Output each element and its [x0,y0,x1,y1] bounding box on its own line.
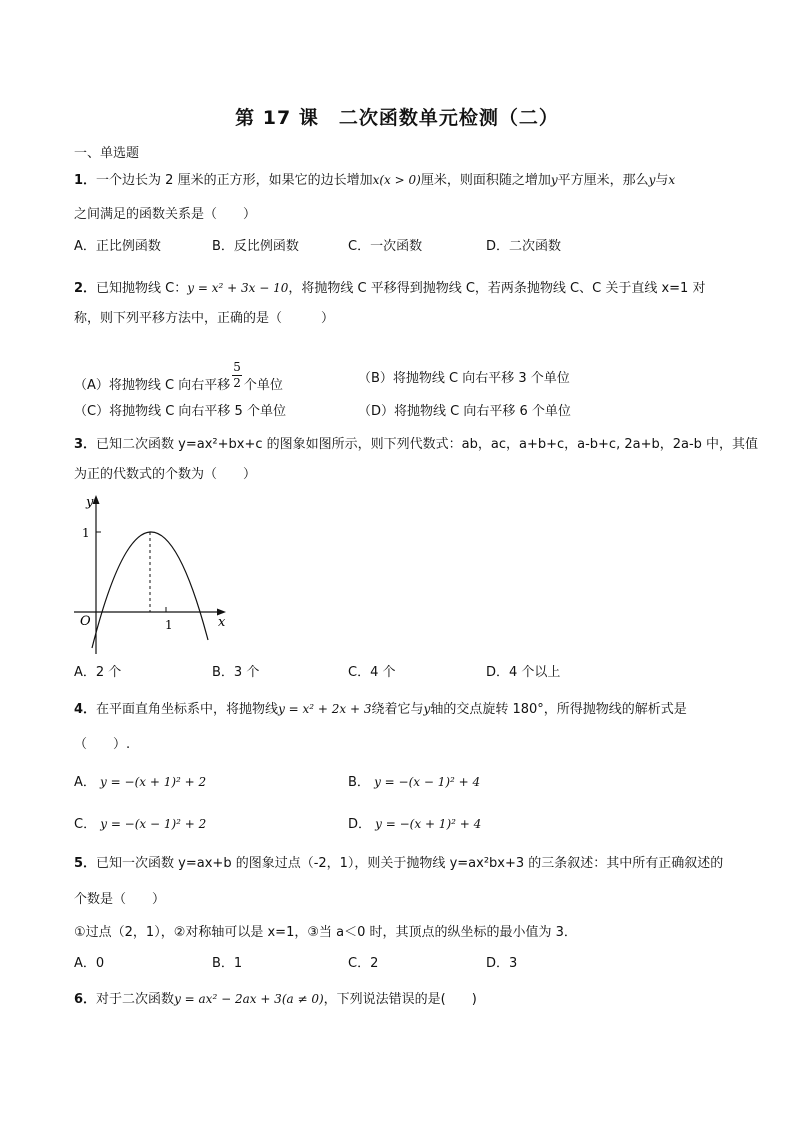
origin-label: O [80,614,91,629]
question-2-option-d: （D）将抛物线 C 向右平移 6 个单位 [358,404,571,419]
fraction-numerator: 5 [233,360,241,374]
question-number: 3． [74,437,97,452]
option-c: C．一次函数 [348,239,423,254]
math-expression: x(x > 0) [372,173,421,187]
math-formula: y = x² + 3x − 10 [187,281,289,295]
question-text: 已知二次函数 y=ax²+bx+c 的图象如图所示，则下列代数式：ab，ac，a+b+c，a-b+c, 2a+b，2a-b 中，其值 [96,437,759,452]
question-number: 4． [74,702,97,717]
question-text: 与 [655,173,669,188]
question-5-options [74,955,714,973]
math-variable: y [648,173,656,187]
math-variable: x [668,173,676,187]
parabola-curve [92,532,208,648]
option-a: A．2 个 [74,665,122,680]
question-text: 已知抛物线 C： [96,281,188,296]
parabola-graph [68,492,238,662]
y-tick-label: 1 [82,526,90,540]
option-b: B．3 个 [212,665,260,680]
page-title: 第 17 课 二次函数单元检测（二） [235,107,559,129]
option-b: B．1 [212,956,243,971]
question-number: 2． [74,281,97,296]
option-label: A． [74,775,96,790]
option-label: D． [348,817,372,832]
question-4-line-2: （ ）. [74,737,131,752]
option-a: A．0 [74,956,105,971]
option-formula: y = −(x − 1)² + 4 [374,775,481,789]
question-2-line-1 [74,279,705,298]
question-3-line-1 [74,436,758,454]
option-label: B． [348,775,370,790]
option-d: D．3 [486,956,518,971]
question-text: 厘米，则面积随之增加 [420,173,551,188]
question-3-line-2: 为正的代数式的个数为（ ） [74,467,257,482]
question-4-option-c [74,815,206,834]
option-formula: y = −(x + 1)² + 4 [375,817,482,831]
question-5-line-1 [74,855,723,873]
question-text: 对于二次函数 [96,992,175,1007]
question-5-line-3: ①过点（2，1），②对称轴可以是 x=1，③当 a＜0 时，其顶点的纵坐标的最小值为 3． [74,925,577,940]
question-text: 平方厘米，那么 [557,173,649,188]
math-formula: y = ax² − 2ax + 3(a ≠ 0) [174,992,324,1006]
question-text: 轴的交点旋转 180°，所得抛物线的解析式是 [430,702,687,717]
question-number: 5． [74,856,97,871]
question-1-line-2: 之间满足的函数关系是（ ） [74,207,257,222]
question-1-options [74,238,714,256]
option-c: C．2 [348,956,379,971]
y-axis-arrow [93,495,100,504]
question-4-line-1 [74,700,687,719]
question-number: 6． [74,992,97,1007]
fraction [232,360,242,391]
question-4-option-a [74,773,206,792]
question-number: 1． [74,173,97,188]
question-text: 在平面直角坐标系中，将抛物线 [96,702,279,717]
question-text: ，将抛物线 C 平移得到抛物线 C，若两条抛物线 C、C 关于直线 x=1 对 [288,281,706,296]
question-1-line-1 [74,171,675,190]
y-axis-label: y [86,495,94,510]
fraction-denominator: 2 [233,376,241,390]
math-variable: y [423,702,431,716]
option-formula: y = −(x − 1)² + 2 [100,817,207,831]
question-text: ，下列说法错误的是( ) [323,992,477,1007]
question-text: 已知一次函数 y=ax+b 的图象过点（-2，1），则关于抛物线 y=ax²bx+3 的三条叙述：其中所有正确叙述的 [96,856,724,871]
question-4-option-b [348,773,480,792]
question-2-option-b: （B）将抛物线 C 向右平移 3 个单位 [358,371,570,386]
question-text: 一个边长为 2 厘米的正方形，如果它的边长增加 [96,173,373,188]
math-variable: y [550,173,558,187]
option-text: 个单位 [243,378,283,393]
question-3-options [74,664,714,682]
option-c: C．4 个 [348,665,396,680]
option-label: C． [74,817,97,832]
option-d: D．4 个以上 [486,665,561,680]
option-a: A．正比例函数 [74,239,161,254]
question-4-option-d [348,815,481,834]
section-heading: 一、单选题 [74,146,140,161]
question-6-line-1 [74,990,477,1009]
math-formula: y = x² + 2x + 3 [278,702,372,716]
question-2-line-2: 称，则下列平移方法中，正确的是（ ） [74,311,335,326]
question-text: 绕着它与 [371,702,424,717]
question-2-option-c: （C）将抛物线 C 向右平移 5 个单位 [74,404,286,419]
option-text: （A）将抛物线 C 向右平移 [74,378,231,393]
option-formula: y = −(x + 1)² + 2 [100,775,207,789]
x-tick-label: 1 [165,618,173,632]
option-d: D．二次函数 [486,239,562,254]
question-2-option-a [74,360,283,401]
x-axis-label: x [218,615,226,630]
option-b: B．反比例函数 [212,239,299,254]
question-5-line-2: 个数是（ ） [74,892,166,907]
